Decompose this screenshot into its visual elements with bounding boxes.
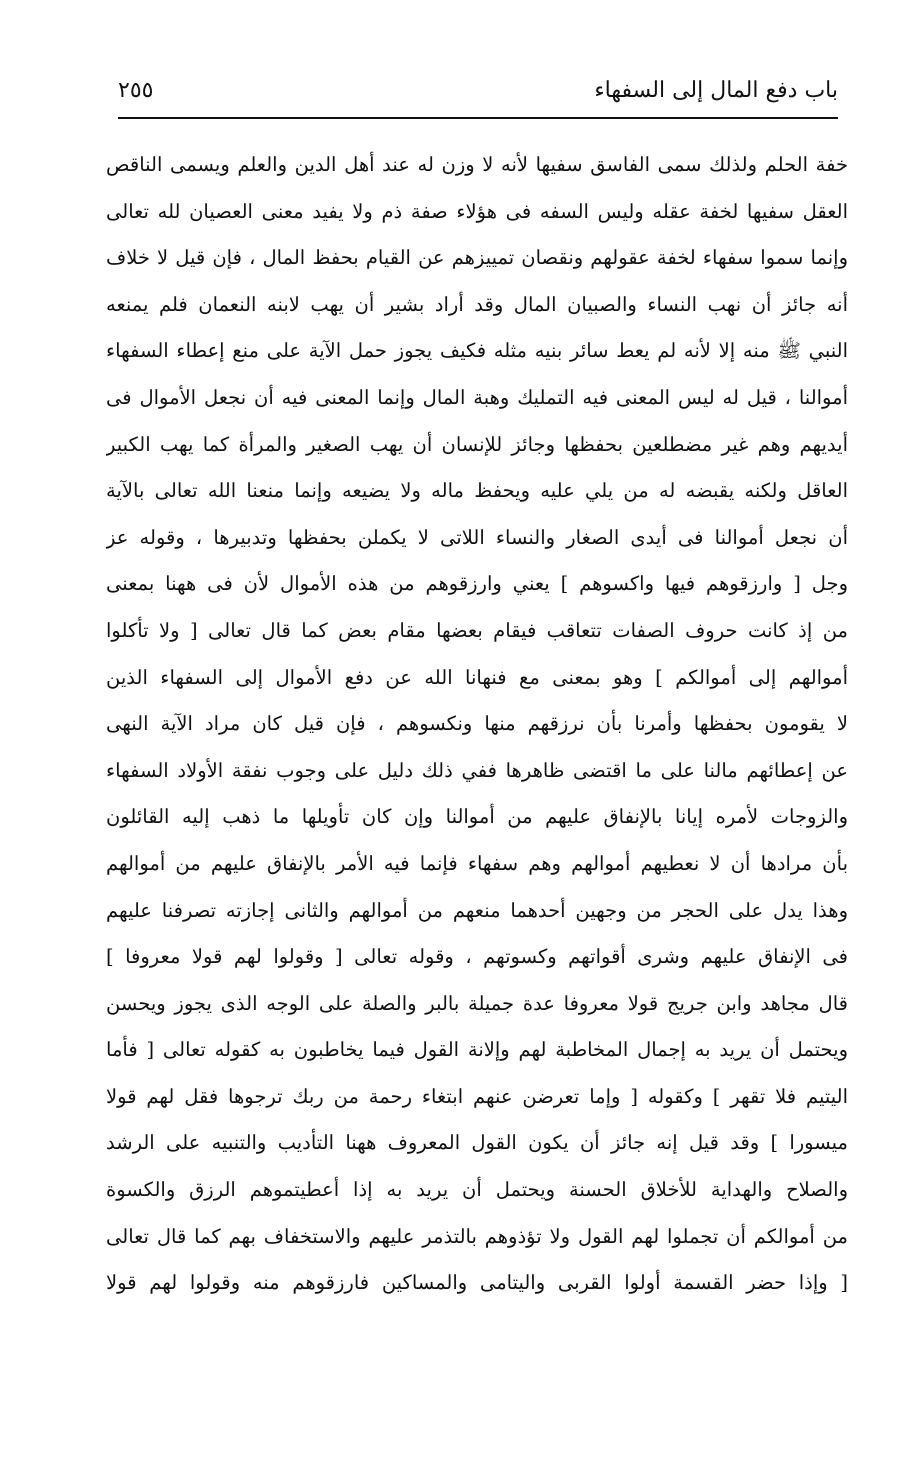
text-line: وهذا يدل على الحجر من وجهين أحدهما منعهم من أموالهم والثانى إجازته تصرفنا عليهم: [106, 898, 848, 922]
text-line: العاقل ولكنه يقبضه له من يلي عليه ويحفظ ماله ولا يضيعه وإنما منعنا الله تعالى بالآية: [106, 479, 848, 503]
text-line: أنه جائز أن نهب النساء والصبيان المال وقد أراد بشير أن يهب لابنه النعمان فلم يمنعه: [106, 292, 848, 316]
text-line: العقل سفيها لخفة عقله وليس السفه فى هؤلاء صفة ذم ولا يفيد معنى العصيان لله تعالى: [106, 199, 848, 223]
text-line: بأن مرادها أن لا نعطيهم أموالهم وهم سفهاء فإنما فيه الأمر بالإنفاق عليهم من أموالهم: [106, 851, 848, 875]
text-line: فى الإنفاق عليهم وشرى أقواتهم وكسوتهم ، وقوله تعالى [ وقولوا لهم قولا معروفا ]: [106, 945, 848, 969]
text-line: النبي ﷺ منه إلا لأنه لم يعط سائر بنيه مثله فكيف يجوز حمل الآية على منع إعطاء السفهاء: [106, 339, 848, 363]
page-number: ٢٥٥: [118, 78, 154, 103]
text-line: من إذ كانت حروف الصفات تتعاقب فيقام بعضها مقام بعض كما قال تعالى [ ولا تأكلوا: [106, 618, 848, 642]
body-text: [106, 142, 848, 1307]
text-line: خفة الحلم ولذلك سمى الفاسق سفيها لأنه لا وزن له عند أهل الدين والعلم ويسمى الناقص: [106, 153, 848, 176]
text-line: والصلاح والهداية للأخلاق الحسنة ويحتمل أن يريد به إذا أعطيتموهم الرزق والكسوة: [106, 1178, 848, 1202]
text-line: [ وإذا حضر القسمة أولوا القربى واليتامى والمساكين فارزقوهم منه وقولوا لهم قولا: [106, 1271, 848, 1295]
text-line: أن نجعل أموالنا فى أيدى الصغار والنساء اللاتى لا يكملن بحفظها وتدبيرها ، وقوله عز: [106, 525, 848, 549]
header-divider: [118, 117, 838, 119]
text-line: وجل [ وارزقوهم فيها واكسوهم ] يعني وارزقوهم من هذه الأموال لأن فى ههنا بمعنى: [106, 572, 848, 596]
running-title: باب دفع المال إلى السفهاء: [594, 78, 838, 103]
text-line: وإنما سموا سفهاء لخفة عقولهم ونقصان تمييزهم عن القيام بحفظ المال ، فإن قيل لا خلاف: [106, 246, 848, 270]
page-header: [118, 70, 838, 114]
text-line: ميسورا ] وقد قيل إنه جائز أن يكون القول المعروف ههنا التأديب والتنبيه على الرشد: [106, 1131, 848, 1155]
text-line: قال مجاهد وابن جريج قولا معروفا عدة جميلة بالبر والصلة على الوجه الذى يجوز ويحسن: [106, 991, 848, 1015]
text-line: أيديهم وهم غير مضطلعين بحفظها وجائز للإنسان أن يهب الصغير والمرأة كما يهب الكبير: [106, 432, 848, 456]
text-line: لا يقومون بحفظها وأمرنا بأن نرزقهم منها ونكسوهم ، فإن قيل كان مراد الآية النهى: [106, 712, 848, 736]
text-line: اليتيم فلا تقهر ] وكقوله [ وإما تعرضن عنهم ابتغاء رحمة من ربك ترجوها فقل لهم قولا: [106, 1084, 848, 1108]
text-line: أموالنا ، قيل له ليس المعنى فيه التمليك وهبة المال وإنما المعنى فيه أن نجعل الأموال فى: [106, 385, 848, 409]
text-line: ويحتمل أن يريد به إجمال المخاطبة لهم وإلانة القول فيما يخاطبون به كقوله تعالى [ فأما: [106, 1038, 848, 1062]
text-line: أموالهم إلى أموالكم ] وهو بمعنى مع فنهانا الله عن دفع الأموال إلى السفهاء الذين: [106, 665, 848, 689]
text-line: عن إعطائهم مالنا على ما اقتضى ظاهرها ففي ذلك دليل على وجوب نفقة الأولاد السفهاء: [106, 758, 848, 782]
text-line: والزوجات لأمره إيانا بالإنفاق عليهم من أموالنا وإن كان تأويلها ما ذهب إليه القائلون: [106, 805, 848, 829]
text-line: من أموالكم أن تجملوا لهم القول ولا تؤذوهم بالتذمر عليهم والاستخفاف بهم كما قال تعالى: [106, 1224, 848, 1248]
